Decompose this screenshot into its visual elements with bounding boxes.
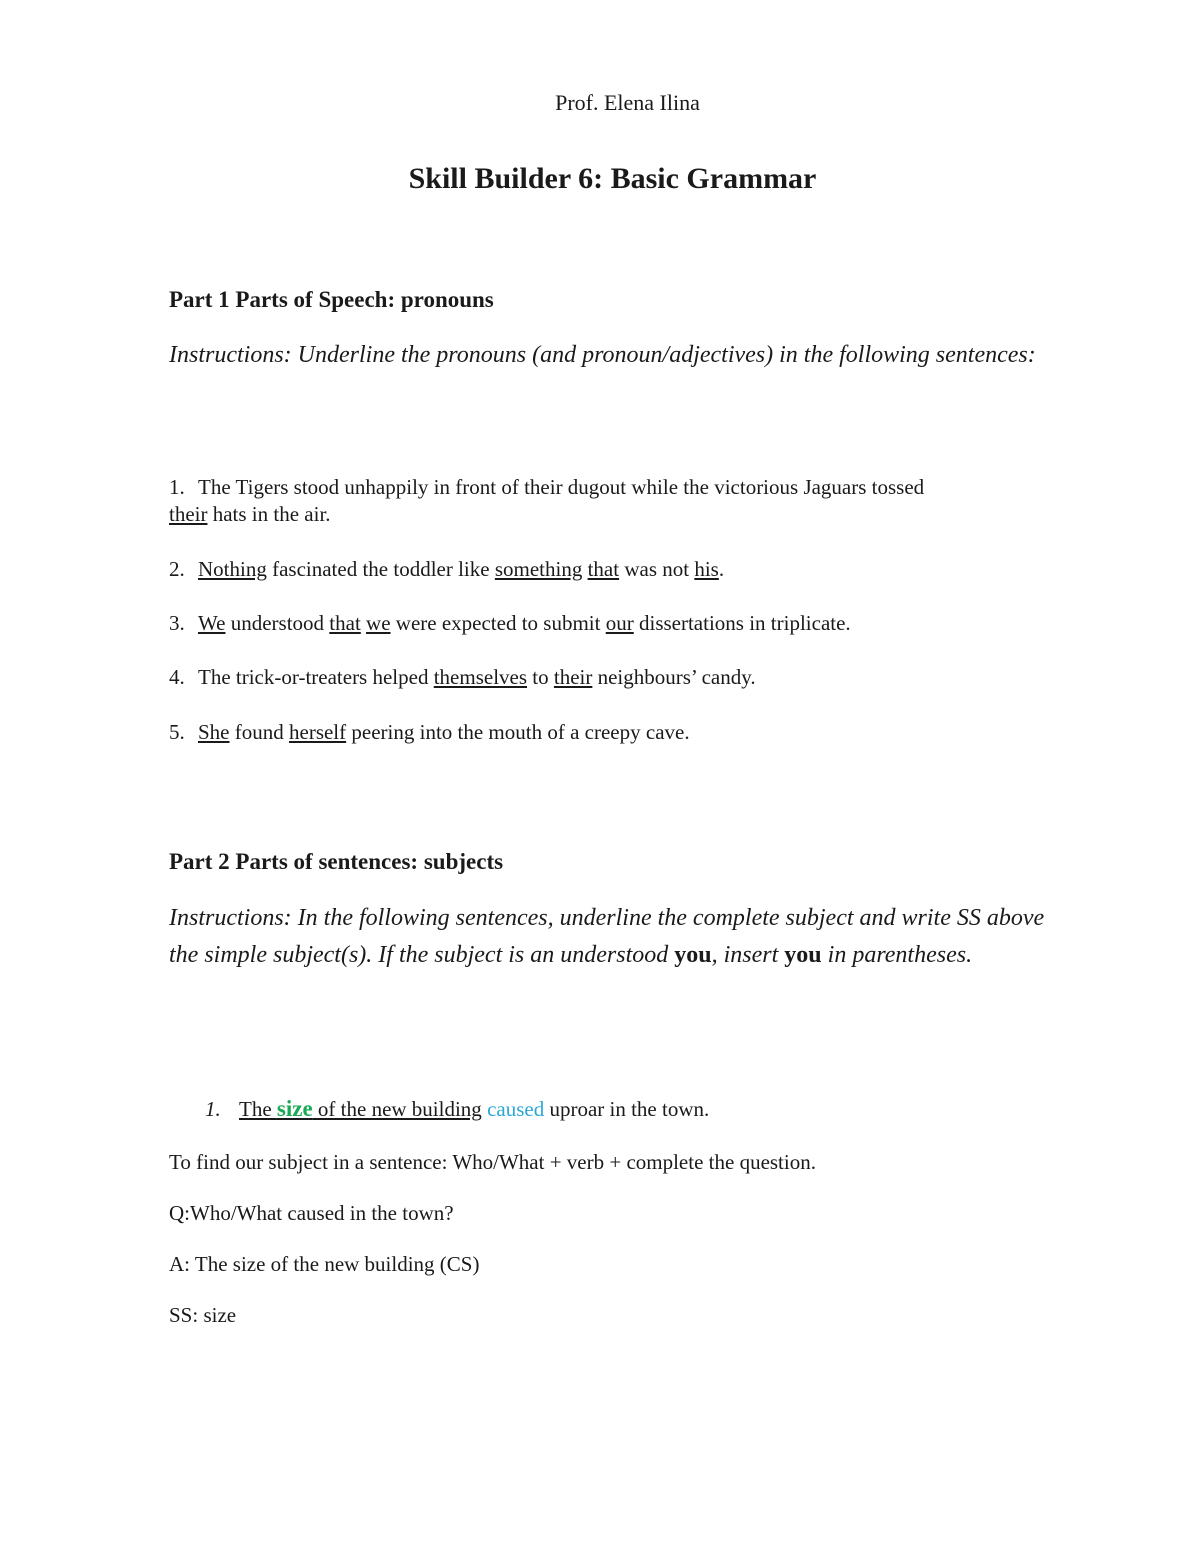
- sentence-text: dissertations in triplicate.: [633, 611, 851, 635]
- example-sentence-1: [205, 1096, 709, 1122]
- sentence-text: understood: [225, 611, 330, 635]
- sentence-1-continued: [169, 502, 331, 527]
- bold-you: you: [674, 942, 712, 968]
- underlined-pronoun: something: [494, 557, 583, 581]
- sentence-5: [169, 720, 690, 745]
- instructions-text: in parentheses.: [821, 942, 973, 968]
- part2-instructions: [169, 900, 1069, 974]
- instructions-text: Instructions: In the following sentences, underline the complete subject and write SS above the simple subject(s). If the subject is an understood: [169, 905, 1045, 968]
- sentence-text: were expected to submit: [390, 611, 606, 635]
- subject-article: The: [239, 1097, 277, 1121]
- instructions-text: , insert: [711, 942, 785, 968]
- bold-you: you: [784, 942, 822, 968]
- subject-modifier: of the new building: [312, 1097, 482, 1121]
- sentence-number: 1.: [205, 1097, 221, 1121]
- sentence-text: neighbours’ candy.: [592, 665, 756, 689]
- part1-instructions: Instructions: Underline the pronouns (and pronoun/adjectives) in the following sentences:: [169, 342, 1036, 368]
- underlined-pronoun: that: [587, 557, 620, 581]
- sentence-text: hats in the air.: [207, 502, 331, 526]
- sentence-4: [169, 665, 756, 690]
- sentence-2: [169, 557, 724, 582]
- sentence-text: to: [527, 665, 554, 689]
- sentence-text: uproar in the town.: [544, 1097, 710, 1121]
- underlined-pronoun: we: [366, 611, 391, 635]
- simple-subject: size: [276, 1096, 313, 1121]
- underlined-pronoun: themselves: [433, 665, 528, 689]
- document-title: Skill Builder 6: Basic Grammar: [408, 162, 817, 195]
- underlined-pronoun: their: [169, 502, 208, 526]
- underlined-pronoun: our: [605, 611, 634, 635]
- sentence-number: 1.: [169, 475, 185, 499]
- sentence-text: was not: [619, 557, 695, 581]
- sentence-text: The Tigers stood unhappily in front of their dugout while the victorious Jaguars tossed: [198, 475, 925, 499]
- underlined-pronoun: their: [553, 665, 593, 689]
- sentence-1: [169, 475, 924, 500]
- underlined-pronoun: She: [198, 720, 230, 744]
- sentence-number: 5.: [169, 720, 185, 744]
- sentence-number: 4.: [169, 665, 185, 689]
- note-question: Q:Who/What caused in the town?: [169, 1201, 454, 1225]
- underlined-pronoun: Nothing: [198, 557, 267, 581]
- underlined-pronoun: We: [198, 611, 226, 635]
- note-simple-subject: SS: size: [169, 1303, 237, 1327]
- underlined-pronoun: that: [329, 611, 361, 635]
- sentence-text: fascinated the toddler like: [266, 557, 495, 581]
- sentence-number: 3.: [169, 611, 185, 635]
- sentence-text: The trick-or-treaters helped: [198, 665, 434, 689]
- sentence-text: peering into the mouth of a creepy cave.: [346, 720, 690, 744]
- part1-heading: Part 1 Parts of Speech: pronouns: [169, 287, 494, 312]
- author-name: Prof. Elena Ilina: [555, 90, 700, 115]
- underlined-pronoun: his: [694, 557, 719, 581]
- sentence-3: [169, 611, 851, 636]
- verb: caused: [487, 1097, 545, 1121]
- sentence-number: 2.: [169, 557, 185, 581]
- part2-heading: Part 2 Parts of sentences: subjects: [169, 849, 504, 874]
- note-answer: A: The size of the new building (CS): [169, 1252, 480, 1276]
- sentence-text: found: [229, 720, 289, 744]
- underlined-pronoun: herself: [289, 720, 347, 744]
- complete-subject: [239, 1097, 482, 1121]
- note-method: To find our subject in a sentence: Who/What + verb + complete the question.: [169, 1150, 816, 1174]
- sentence-text: .: [718, 557, 725, 581]
